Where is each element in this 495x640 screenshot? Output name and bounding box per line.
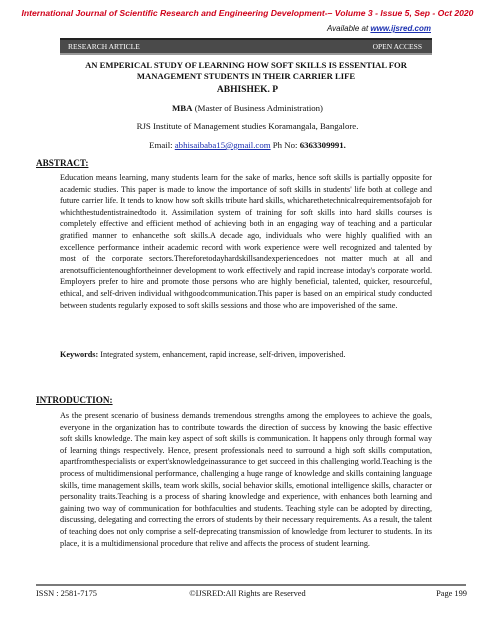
research-article-label: RESEARCH ARTICLE xyxy=(68,42,140,51)
keywords-text: Integrated system, enhancement, rapid increase, self-driven, impoverished. xyxy=(98,350,346,359)
footer-page-number: Page 199 xyxy=(436,589,467,598)
author-degree xyxy=(0,103,495,113)
open-access-label: OPEN ACCESS xyxy=(372,42,422,51)
phone-label: Ph No: xyxy=(270,140,300,150)
phone-number: 6363309991. xyxy=(299,140,346,150)
introduction-body: As the present scenario of business demands tremendous strengths among the employees to achieve the goals, everyone in the organization has to contribute towards the direction of success by knowing the basic effective soft skills knowledge. The main key aspect of soft skills is communication. It happens only through formal way of learning things respectively. Hence, present professionals need to surround a high soft skills computation, apartfromthespecialists or expert'sknowledgeinassurance to get succeed in this challenging world.Teaching is the process of multidimensional performance, challenging a huge range of knowledge and skills containing language skills, time management skills, team work skills, social behavior skills, emotional intelligence skills, character or personality traits.Teaching is a process of sharing knowledge and experience, with enhances both learning and gaining two way of communication for bothfaculties and students. Teaching style can be adopted by directing, discussing, delegating and correcting the errors of students by their necessary requirements. As a result, the talent of teaching does not only comprise a self-deprecating transmission of knowledge from lecturer to students. In its place, it is a multidimensional procedure that relive and affects the process of student learning. xyxy=(60,411,432,548)
keywords-label: Keywords: xyxy=(60,350,99,359)
keywords xyxy=(60,349,432,361)
available-prefix: Available at xyxy=(326,24,371,33)
article-type-bar xyxy=(60,38,432,55)
introduction-heading: INTRODUCTION: xyxy=(36,395,113,405)
abstract-body: Education means learning, many students learn for the sake of marks, hence soft skills is partially opposite for academic studies. This paper is made to know the importance of soft skills in students' life both at college and future carrier life. It tends to know how soft skills tribute hard skills, whicharethetechnicalrequirementsofajob for whichthestudentistrainedtodo it. Assimilation system of training for soft skills into hard skills courses is completely effective and efficient method of achieving both in an engaging way of teaching and a particular gratified manner to enhancethe soft skills.A decade ago, individuals who were highly qualified with an excellence performance intheir academic record with work experience were well recognized and talented by most of the corporate sectors.Thereforetodayhardskillsandexperiencedoes not matter much at all and arenotsufficientenoughfortheinner development to work effectively and rapid increase intoday's corporate world. Employers prefer to hire and promote those persons who are highly beneficial, talented, quicker, resourceful, ethical, and self-driven individual withgoodcommunication.This paper is based on an empirical study conducted between students regularly exposed to soft skills sessions and those who are impoverished of the same. xyxy=(60,173,432,310)
author-name: ABHISHEK. P xyxy=(216,85,279,95)
available-at xyxy=(327,24,431,33)
email-link[interactable]: abhisaibaba15@gmail.com xyxy=(174,140,271,150)
author-contact xyxy=(0,140,495,150)
paper-title: AN EMPERICAL STUDY OF LEARNING HOW SOFT SKILLS IS ESSENTIAL FOR MANAGEMENT STUDENTS IN THEIR CARRIER LIFE xyxy=(85,60,407,81)
degree-full: (Master of Business Administration) xyxy=(192,103,323,113)
abstract-heading: ABSTRACT: xyxy=(36,158,89,168)
footer-copyright: ©IJSRED:All Rights are Reserved xyxy=(189,589,306,598)
journal-website-link[interactable]: www.ijsred.com xyxy=(370,24,431,33)
degree-abbrev: MBA xyxy=(171,103,193,113)
author-institution: RJS Institute of Management studies Koramangala, Bangalore. xyxy=(136,121,359,131)
email-label: Email: xyxy=(149,140,175,150)
footer-divider xyxy=(36,584,466,586)
journal-header: International Journal of Scientific Research and Engineering Development-– Volume 3 - Issue 5, Sep - Oct 2020 xyxy=(21,8,474,18)
footer-issn: ISSN : 2581-7175 xyxy=(36,589,97,598)
